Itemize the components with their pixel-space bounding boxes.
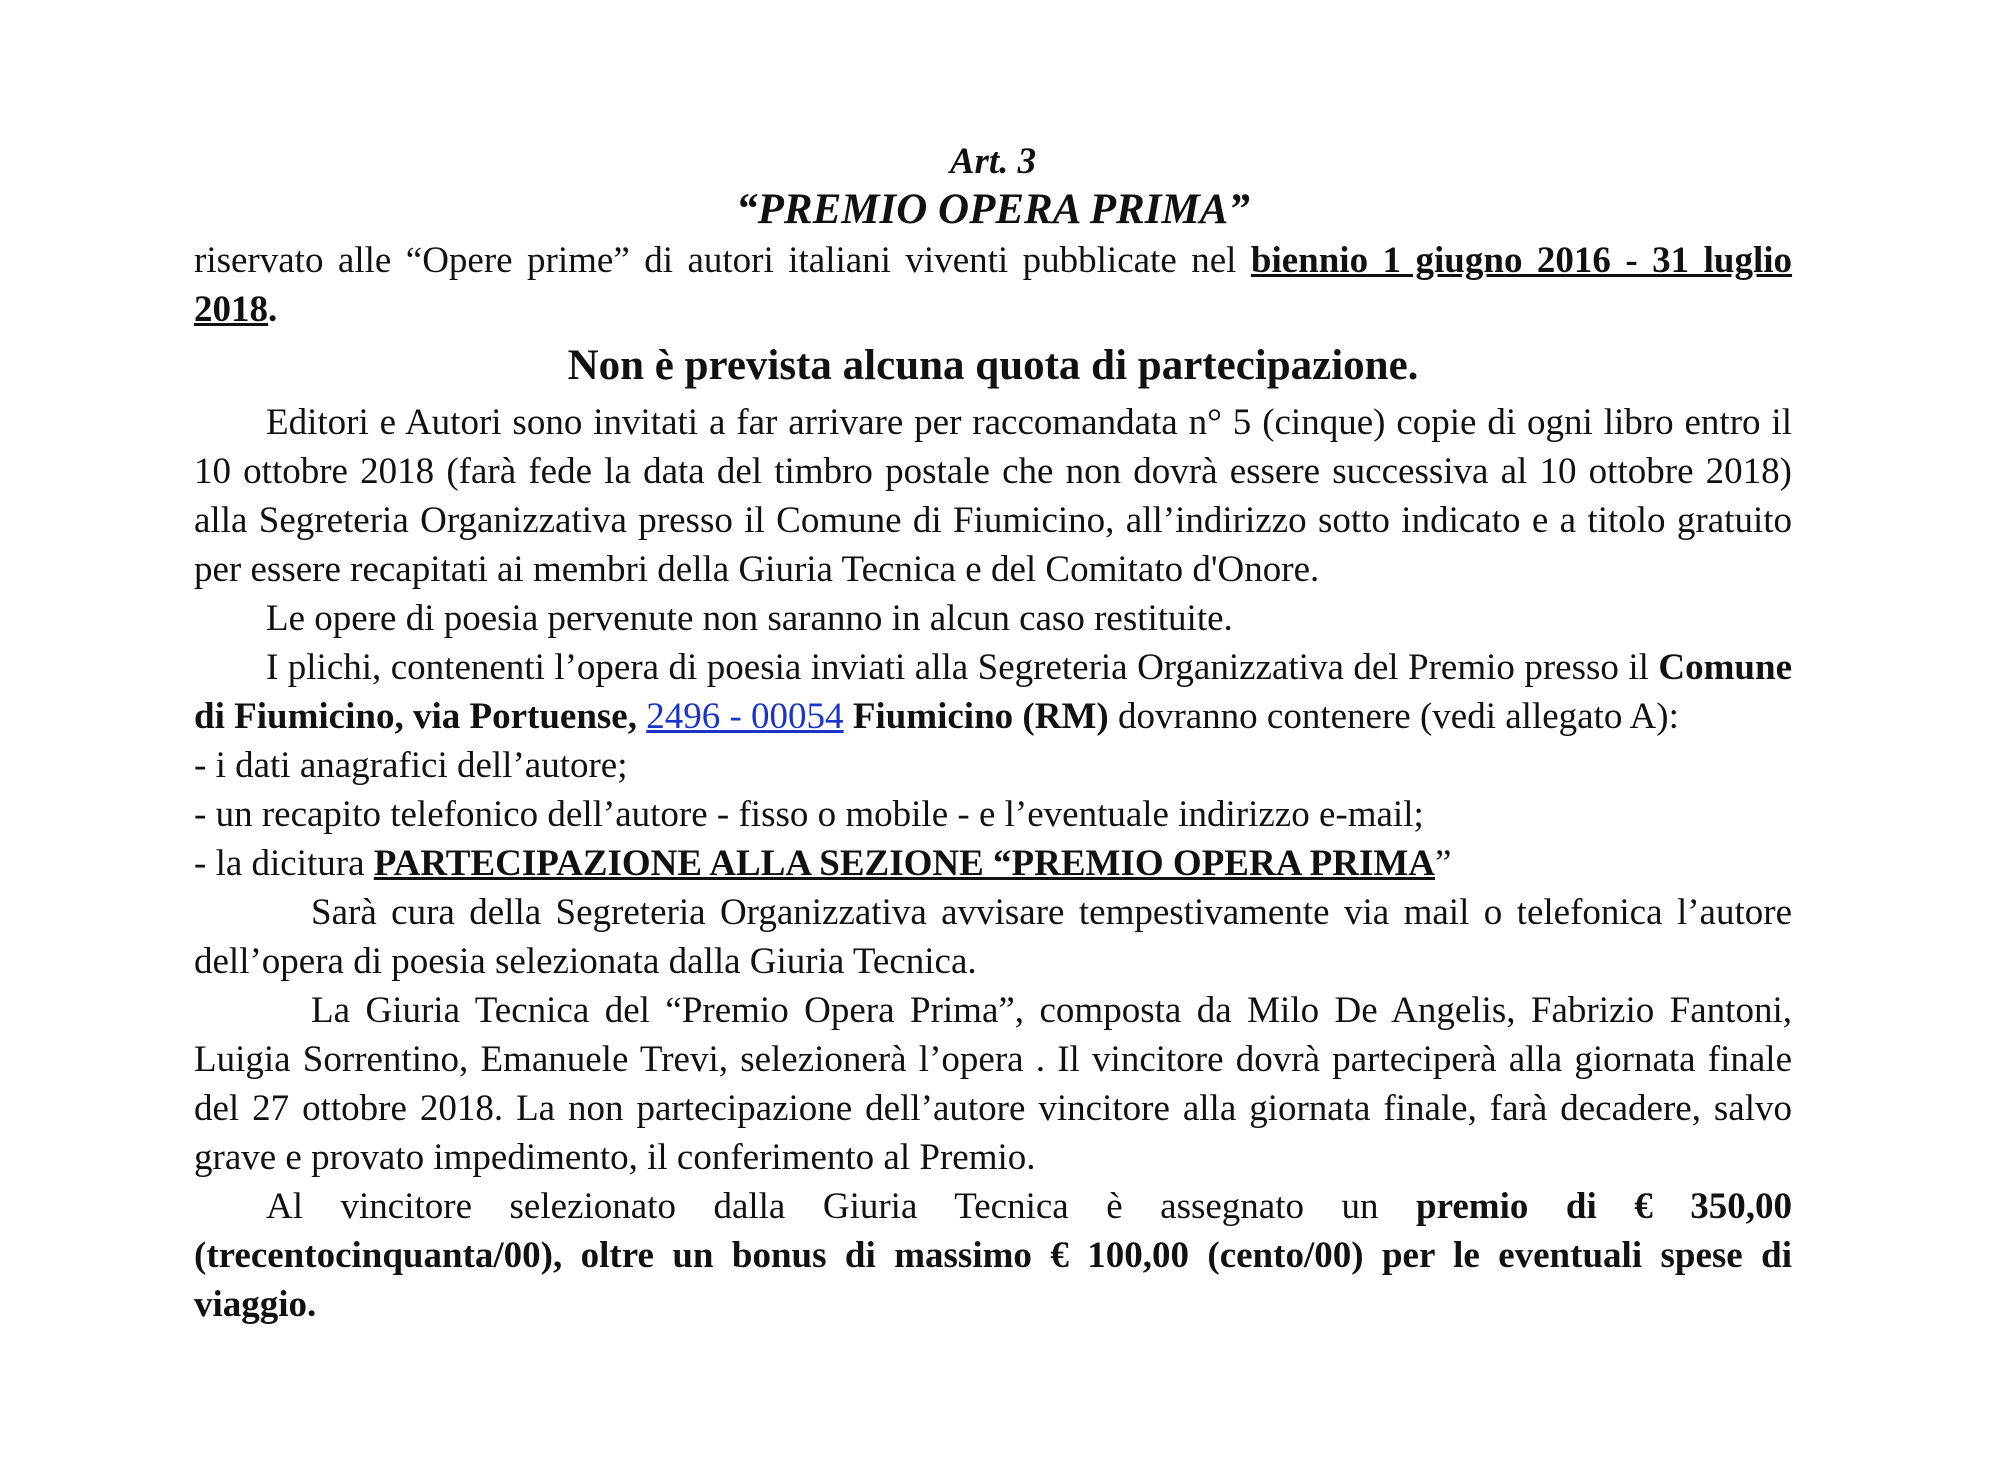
wording-bold: PARTECIPAZIONE ALLA SEZIONE “PREMIO OPERA PRIMA: [373, 843, 1435, 884]
address-bold: Comune di Fiumicino, via Portuense,: [194, 647, 1792, 737]
paragraph-submission: Editori e Autori sono invitati a far arrivare per raccomandata n° 5 (cinque) copie di ogni libro entro il 10 ottobre 2018 (farà fede la data del timbro postale che non dovrà essere successiva al 10 ottobre 2018) alla Segreteria Organizzativa presso il Comune di Fiumicino, all’indirizzo sotto indicato e a titolo gratuito per essere recapitati ai membri della Giuria Tecnica e del Comitato d'Onore.: [194, 402, 1792, 590]
intro-text: riservato alle “Opere prime” di autori italiani viventi pubblicate nel: [194, 240, 1251, 281]
paragraph-parcels: [194, 643, 1792, 741]
intro-end: .: [268, 289, 278, 330]
paragraph-prize: [194, 1182, 1792, 1329]
prize-text: Al vincitore selezionato dalla Giuria Tecnica è assegnato un: [266, 1186, 1417, 1227]
address-link[interactable]: 2496 - 00054: [646, 696, 844, 737]
intro-paragraph: [194, 236, 1792, 334]
fee-notice: Non è prevista alcuna quota di partecipazione.: [567, 342, 1419, 389]
list-item-wording: [194, 839, 1792, 888]
wording-prefix: - la dicitura: [194, 843, 374, 884]
list-item-personal-data: - i dati anagrafici dell’autore;: [194, 745, 628, 786]
article-title: “PREMIO OPERA PRIMA”: [736, 186, 1250, 233]
paragraph-no-return: Le opere di poesia pervenute non saranno in alcun caso restituite.: [266, 598, 1233, 639]
parcels-text: I plichi, contenenti l’opera di poesia inviati alla Segreteria Organizzativa del Premio presso il: [266, 647, 1659, 688]
intro-period: biennio 1 giugno 2016 - 31 luglio 2018: [194, 240, 1793, 330]
list-item-contact: - un recapito telefonico dell’autore - fisso o mobile - e l’eventuale indirizzo e-mail;: [194, 794, 1424, 835]
document-body: [194, 140, 1792, 1329]
paragraph-notification: Sarà cura della Segreteria Organizzativa avvisare tempestivamente via mail o telefonica l’autore dell’opera di poesia selezionata dalla Giuria Tecnica.: [194, 892, 1792, 982]
wording-suffix: ”: [1434, 843, 1452, 884]
paragraph-jury: La Giuria Tecnica del “Premio Opera Prima”, composta da Milo De Angelis, Fabrizio Fantoni, Luigia Sorrentino, Emanuele Trevi, selezionerà l’opera . Il vincitore dovrà parteciperà alla giornata finale del 27 ottobre 2018. La non partecipazione dell’autore vincitore alla giornata finale, farà decadere, salvo grave e provato impedimento, il conferimento al Premio.: [194, 990, 1792, 1178]
prize-amount: premio di € 350,00 (trecentocinquanta/00), oltre un bonus di massimo € 100,00 (cento/00) per le eventuali spese di viaggio.: [194, 1186, 1792, 1325]
address-city: Fiumicino (RM): [843, 696, 1109, 737]
article-number: Art. 3: [949, 141, 1037, 182]
parcels-text-end: dovranno contenere (vedi allegato A):: [1108, 696, 1679, 737]
